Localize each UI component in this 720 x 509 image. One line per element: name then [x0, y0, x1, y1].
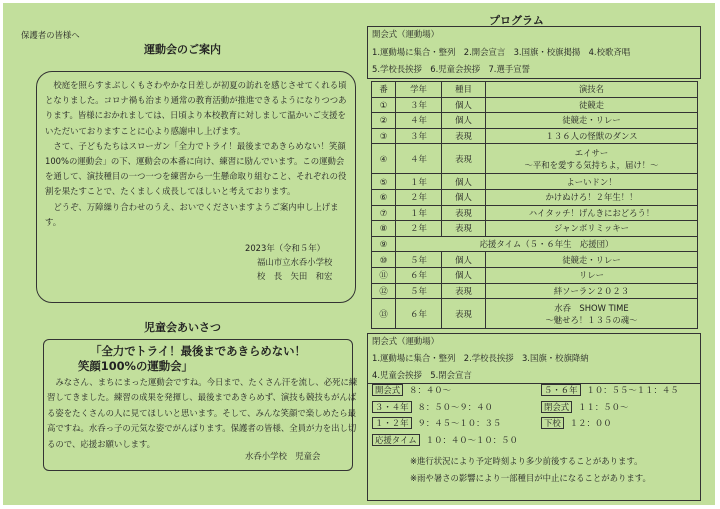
- notice-paragraph-3: どうぞ、万障繰り合わせのうえ、おいでくださいますようご案内申し上げます。: [45, 201, 339, 227]
- row-number: ⑤: [372, 174, 396, 190]
- program-row: [372, 236, 698, 252]
- schedule-label: 開会式: [372, 384, 403, 396]
- program-row: [372, 113, 698, 129]
- schedule-entry: [372, 401, 493, 414]
- schedule-time: １０：５５～１１：４５: [586, 385, 679, 395]
- program-row: [372, 221, 698, 237]
- row-name: ジャンボリミッキー: [486, 221, 698, 237]
- row-number: ④: [372, 144, 396, 174]
- schedule-entry: [541, 384, 679, 397]
- closing-items-2: 4.児童会挨拶 5.閉会宣言: [372, 370, 472, 380]
- row-name: リレー: [486, 267, 698, 283]
- program-row: [372, 205, 698, 221]
- opening-items-1: 1.運動場に集合・整列 2.開会宣言 3.国旗・校旗掲揚 4.校歌斉唱: [372, 47, 631, 57]
- schedule-entry: [541, 401, 628, 414]
- program-table: [371, 81, 698, 329]
- row-name-line-1: エイサー: [574, 147, 609, 158]
- schedule-entry: [372, 417, 501, 430]
- row-span-cell: 応援タイム（５・６年生 応援団）: [396, 236, 698, 252]
- row-grade: ６年: [396, 267, 442, 283]
- row-grade: ２年: [396, 189, 442, 205]
- program-row: [372, 252, 698, 268]
- row-type: 個人: [442, 252, 486, 268]
- note-1: ※進行状況により予定時刻より多少前後することがあります。: [410, 456, 643, 466]
- row-grade: ３年: [396, 128, 442, 144]
- schedule-time: ８：５０～９：４０: [417, 401, 493, 412]
- schedule-label: 閉会式: [541, 401, 572, 413]
- closing-items-1: 1.運動場に集合・整列 2.学校長挨拶 3.国旗・校旗降納: [372, 353, 589, 363]
- schedule-entry: [541, 417, 612, 430]
- row-grade: ３年: [396, 97, 442, 113]
- schedule-entry: [372, 434, 518, 447]
- program-row: [372, 174, 698, 190]
- row-grade: ５年: [396, 252, 442, 268]
- row-name: 徒競走・リレー: [486, 113, 698, 129]
- schedule-time: １２：００: [569, 418, 612, 428]
- salutation: 保護者の皆様へ: [21, 30, 80, 40]
- schedule-label: 応援タイム: [372, 434, 420, 446]
- slogan-line-1: 「全力でトライ！最後まであきらめない！: [90, 344, 306, 358]
- program-row: [372, 283, 698, 299]
- row-number: ⑥: [372, 189, 396, 205]
- notice-school: 福山市立水呑小学校: [257, 257, 333, 267]
- schedule-entry: [372, 384, 451, 397]
- notice-paragraph-1: 校庭を照らすまぶしくもさわやかな日差しが初夏の訪れを感じさせてくれる頃となりました。コロナ禍も治まり通常の教育活動が推進できるようになりつつあります。皆様におかれましては、日頃より本校教育に対しまして温かいご支援をいただいておりますことに心より感謝申し上げます。: [45, 80, 347, 136]
- note-2: ※雨や暑さの影響により一部種目が中止になることがあります。: [410, 473, 651, 483]
- row-number: ⑫: [372, 283, 396, 299]
- row-name-line-2: ～魅せろ！１３５の魂～: [545, 314, 638, 325]
- greeting-text: みなさん、まちにまった運動会ですね。今日まで、たくさん汗を流し、必死に練習してきました。練習の成果を発揮し、最後まであきらめず、演技も競技もがんばる姿をたくさんの人に見てほしいと思います。そして、みんな笑顔で楽しめたら最高ですね。水呑っ子の元気な姿でがんばります。保護者の皆様、全員が力を出し切るので、応援お願いします。: [47, 377, 358, 449]
- schedule-label: 下校: [541, 417, 564, 429]
- program-table-header: [372, 82, 698, 98]
- program-row: [372, 189, 698, 205]
- row-grade: １年: [396, 205, 442, 221]
- schedule-time: ９：４５～１０：３５: [417, 418, 502, 428]
- col-header-grade: 学年: [396, 82, 442, 98]
- row-name: [486, 299, 698, 329]
- row-number: ①: [372, 97, 396, 113]
- notice-box: [36, 71, 356, 303]
- row-type: 表現: [442, 299, 486, 329]
- notice-title: 運動会のご案内: [144, 43, 221, 56]
- row-name: 徒競走: [486, 97, 698, 113]
- row-type: 表現: [442, 128, 486, 144]
- notice-principal: 校 長 矢田 和宏: [257, 271, 333, 281]
- row-name: 絆ソーラン２０２３: [486, 283, 698, 299]
- schedule-label: ５・６年: [541, 384, 581, 396]
- row-name: かけぬけろ！２年生！！: [486, 189, 698, 205]
- col-header-type: 種目: [442, 82, 486, 98]
- row-type: 個人: [442, 189, 486, 205]
- greeting-title: 児童会あいさつ: [144, 321, 221, 334]
- row-number: ③: [372, 128, 396, 144]
- notice-date: 2023年（令和５年）: [245, 243, 325, 253]
- row-number: ⑩: [372, 252, 396, 268]
- row-number: ②: [372, 113, 396, 129]
- program-table-body: [372, 97, 698, 329]
- row-name: よーいドン！: [486, 174, 698, 190]
- program-row: [372, 299, 698, 329]
- row-grade: ４年: [396, 113, 442, 129]
- row-type: 個人: [442, 267, 486, 283]
- row-grade: １年: [396, 174, 442, 190]
- schedule-time: ８：４０～: [409, 385, 451, 395]
- col-header-name: 演技名: [486, 82, 698, 98]
- row-name: 徒競走・リレー: [486, 252, 698, 268]
- opening-items-2: 5.学校長挨拶 6.児童会挨拶 7.選手宣誓: [372, 64, 530, 74]
- col-header-no: 番: [372, 82, 396, 98]
- row-grade: ６年: [396, 299, 442, 329]
- row-number: ⑬: [372, 299, 396, 329]
- closing-label: 閉会式（運動場）: [372, 336, 439, 346]
- schedule-time: １０：４０～１０：５０: [425, 434, 518, 445]
- schedule-time: １１：５０～: [578, 401, 629, 412]
- row-name: ハイタッチ！げんきにおどろう！: [486, 205, 698, 221]
- program-row: [372, 144, 698, 174]
- row-number: ⑧: [372, 221, 396, 237]
- row-name: [486, 144, 698, 174]
- schedule-label: ３・４年: [372, 401, 412, 413]
- program-row: [372, 267, 698, 283]
- row-number: ⑪: [372, 267, 396, 283]
- row-grade: ２年: [396, 221, 442, 237]
- row-number: ⑦: [372, 205, 396, 221]
- row-type: 個人: [442, 174, 486, 190]
- row-type: 表現: [442, 205, 486, 221]
- row-grade: ５年: [396, 283, 442, 299]
- notice-paragraph-2: さて、子どもたちはスローガン「全力でトライ！最後まであきらめない！笑顔100%の運動会」の下、運動会の本番に向け、練習に励んでいます。この運動会を通して、演技種目の一つ一つを練習から一生懸命取り組むこと、それぞれの役割を果たすことで、たくましく成長してほしいと考えております。: [45, 140, 347, 197]
- flyer-sheet: [3, 3, 715, 505]
- row-name: １３６人の怪獣のダンス: [486, 128, 698, 144]
- slogan-line-2: 笑顔100%の運動会」: [78, 359, 193, 373]
- program-row: [372, 128, 698, 144]
- program-title: プログラム: [489, 14, 544, 27]
- opening-label: 開会式（運動場）: [372, 29, 439, 39]
- row-type: 表現: [442, 283, 486, 299]
- row-type: 表現: [442, 144, 486, 174]
- row-number: ⑨: [372, 236, 396, 252]
- row-name-line-1: 水呑 SHOW TIME: [554, 302, 629, 313]
- program-row: [372, 97, 698, 113]
- row-grade: ４年: [396, 144, 442, 174]
- row-type: 個人: [442, 113, 486, 129]
- row-name-line-2: ～平和を愛する気持ちよ，届け！～: [524, 159, 659, 170]
- row-type: 個人: [442, 97, 486, 113]
- greeting-sign: 水呑小学校 児童会: [245, 451, 321, 461]
- schedule-label: １・２年: [372, 417, 412, 429]
- row-type: 表現: [442, 221, 486, 237]
